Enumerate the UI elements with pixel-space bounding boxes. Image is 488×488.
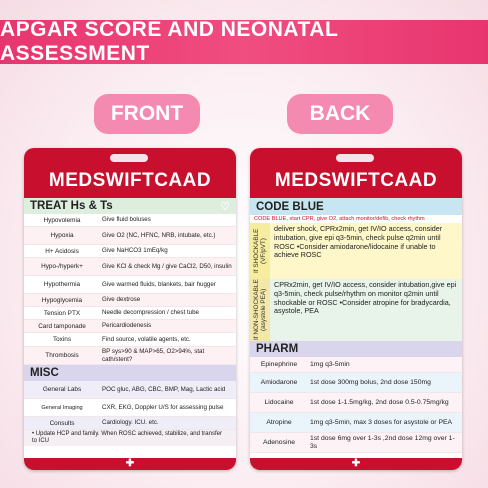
- pharm-title-text: PHARM: [256, 343, 299, 355]
- table-row: [24, 333, 236, 347]
- row-key: Atropine: [266, 419, 292, 426]
- row-key: Hypovolemia: [43, 216, 81, 224]
- badge-slot: [336, 154, 374, 162]
- row-value: BP sys>90 & MAP>65, O2>94%, stat cath/stent?: [102, 348, 205, 363]
- row-key: General Labs: [42, 386, 82, 393]
- row-key: Hypo-/hyperk+: [41, 263, 83, 270]
- row-value: Cardiology. ICU. etc.: [102, 419, 159, 427]
- row-value: 1st dose 1-1.5mg/kg, 2nd dose 0.5-0.75mg/kg: [310, 398, 449, 406]
- row-value: Give NaHCO3 1mEq/kg: [102, 247, 168, 255]
- row-key: Card tamponade: [38, 322, 86, 330]
- row-value: POC gluc, ABG, CBC, BMP, Mag, Lactic acid: [102, 385, 226, 393]
- front-card: [24, 148, 236, 470]
- row-value: Give dextrose: [102, 296, 141, 304]
- row-value: Give O2 (NC, HFNC, NRB, intubate, etc.): [102, 231, 216, 239]
- row-key: Tension PTX: [43, 309, 81, 317]
- misc-section-title: [24, 365, 236, 381]
- misc-title-text: MISC: [30, 367, 59, 379]
- back-card: [250, 148, 462, 470]
- card-footer: [250, 458, 462, 470]
- row-key: Amiodarone: [260, 379, 298, 386]
- codeblue-section-title: [250, 198, 462, 215]
- table-row: [250, 413, 462, 433]
- treat-table: [24, 214, 236, 365]
- table-row: [250, 433, 462, 453]
- row-value: 1st dose 6mg over 1-3s ,2nd dose 12mg over 1-3s: [310, 434, 455, 450]
- medical-cross-icon: ✚: [351, 458, 361, 469]
- heart-icon: ♡: [220, 200, 230, 213]
- table-row: [24, 347, 236, 365]
- nonshockable-block: [250, 279, 462, 341]
- row-value: Give warmed fluids, blankets, bair hugger: [102, 280, 216, 288]
- row-value: Find source, volatile agents, etc.: [102, 335, 191, 343]
- table-row: [24, 307, 236, 320]
- nonshockable-text: CPRx2min, get IV/IO access, consider intubation,give epi q3-5min, check pulse/rhythm on monitor q2min until shockable or ROSC •Consider atropine for bradycardia, asystole, PEA: [274, 280, 457, 316]
- shockable-block: [250, 223, 462, 279]
- table-row: [24, 276, 236, 294]
- treat-title-text: TREAT Hs & Ts: [30, 200, 113, 212]
- note-text: • Update HCP and family. When ROSC achieved, stabilize, and transfer to ICU: [24, 430, 236, 446]
- row-key: Hypoglycemia: [41, 296, 83, 304]
- nonshockable-label: If NON-SHOCKABLE (asystole PEA): [250, 279, 270, 341]
- row-value: 1st dose 300mg bolus, 2nd dose 150mg: [310, 378, 431, 386]
- table-row: [250, 373, 462, 393]
- card-footer: [24, 458, 236, 470]
- row-value: Give KCl & check Mg / give CaCl2, D50, insulin: [102, 262, 232, 270]
- row-key: Consults: [49, 419, 75, 427]
- row-key: Adenosine: [262, 439, 296, 446]
- card-brand: MEDSWIFTCAAD: [250, 148, 462, 198]
- medical-cross-icon: ✚: [125, 458, 135, 469]
- row-key: General Imaging: [41, 404, 83, 411]
- row-value: Pericardiodenesis: [102, 322, 152, 330]
- badge-slot: [110, 154, 148, 162]
- table-row: [24, 258, 236, 276]
- table-row: [24, 399, 236, 417]
- row-key: Toxins: [52, 336, 72, 343]
- pharm-section-title: [250, 341, 462, 357]
- table-row: [24, 381, 236, 399]
- shockable-label: If SHOCKABLE (VF/pVT): [250, 223, 270, 279]
- row-key: Hypothermia: [43, 281, 81, 288]
- table-row: [24, 227, 236, 245]
- table-row: [24, 320, 236, 333]
- row-value: CXR, EKG, Doppler U/S for assessing pulse: [102, 403, 224, 411]
- table-row: [250, 393, 462, 413]
- row-value: Give fluid boluses: [102, 216, 151, 224]
- table-row: [24, 214, 236, 227]
- table-row: [24, 245, 236, 258]
- codeblue-title-text: CODE BLUE: [256, 200, 324, 213]
- row-value: 1mg q3-5min: [310, 360, 350, 368]
- table-row: [24, 294, 236, 307]
- row-key: H+ Acidosis: [45, 247, 79, 255]
- row-key: Hypoxia: [50, 232, 74, 239]
- row-key: Thrombosis: [45, 352, 79, 359]
- treat-section-title: [24, 198, 236, 214]
- row-key: Epinephrine: [260, 361, 298, 368]
- card-brand: MEDSWIFTCAAD: [24, 148, 236, 198]
- table-row: [24, 417, 236, 430]
- table-row: [250, 357, 462, 373]
- codeblue-subtitle: CODE BLUE, start CPR, give O2, attach monitor/defib, check rhythm: [254, 216, 425, 222]
- row-value: 1mg q3-5min, max 3 doses for asystole or PEA: [310, 418, 453, 426]
- misc-table: [24, 381, 236, 430]
- row-key: Lidocaine: [264, 399, 294, 406]
- shockable-text: deliver shock, CPRx2min, get IV/IO access, consider intubation, give epi q3-5min, check pulse q2min until ROSC •Consider amiodarone/lidocaine if unable to achieve ROSC: [274, 224, 443, 260]
- banner-title: APGAR SCORE AND NEONATAL ASSESSMENT: [0, 20, 488, 64]
- row-value: Needle decompression / chest tube: [102, 309, 199, 317]
- front-label: FRONT: [94, 94, 200, 134]
- pharm-table: [250, 357, 462, 453]
- back-label: BACK: [287, 94, 393, 134]
